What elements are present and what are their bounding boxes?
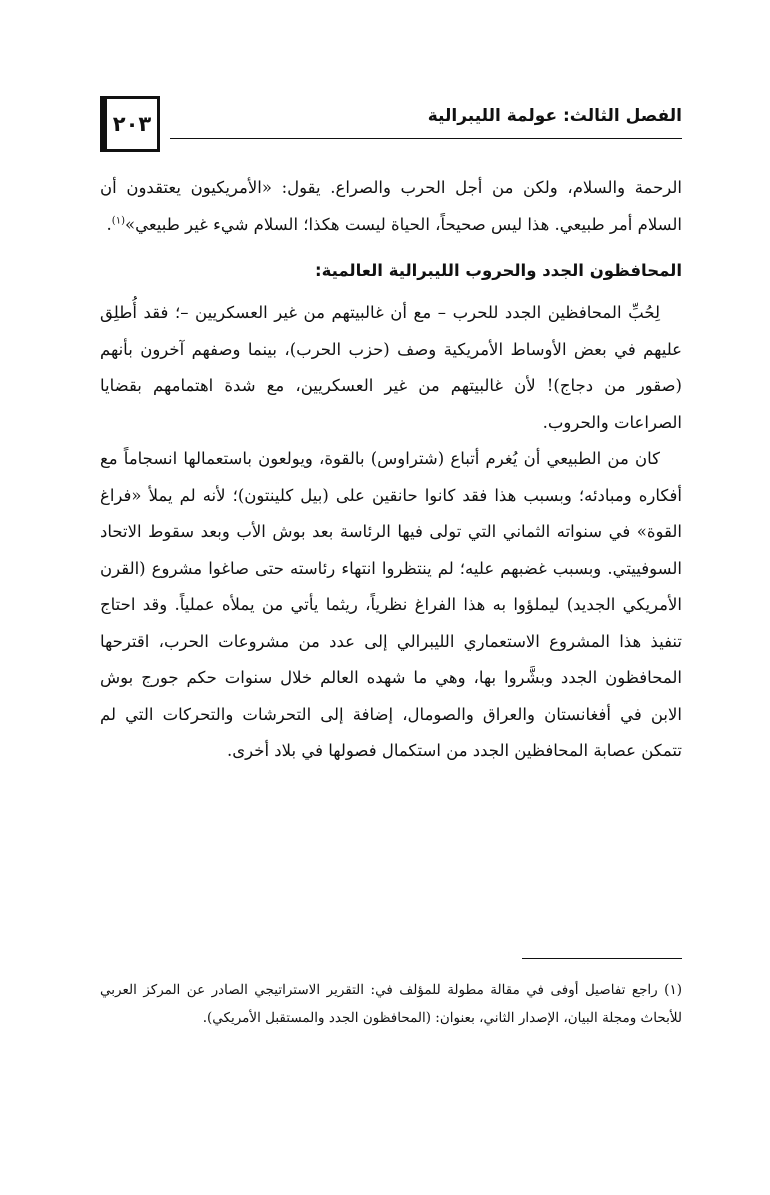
paragraph-1-text: الرحمة والسلام، ولكن من أجل الحرب والصراع. يقول: «الأمريكيون يعتقدون أن السلام أمر طبيعي. هذا ليس صحيحاً، الحياة ليست هكذا؛ السلام شيء غير طبيعي» bbox=[100, 178, 682, 234]
paragraph-3: كان من الطبيعي أن يُغرم أتباع (شتراوس) بالقوة، ويولعون باستعمالها انسجاماً مع أفكاره ومبادئه؛ وبسبب هذا فقد كانوا حانقين على (بيل كلينتون)؛ لأنه لم يملأ «فراغ القوة» في سنواته الثماني التي تولى فيها الرئاسة بعد بوش الأب وبعد سقوط الاتحاد السوفييتي. وبسبب غضبهم عليه؛ لم ينتظروا انتهاء رئاسته حتى صاغوا مشروع (القرن الأمريكي الجديد) ليملؤوا به هذا الفراغ نظرياً، ريثما يأتي من يملأه عملياً. وقد احتاج تنفيذ هذا المشروع الاستعماري الليبرالي إلى عدد من مشروعات الحرب، اقترحها المحافظون الجدد وبشَّروا بها، وهي ما شهده العالم خلال سنوات حكم جورج بوش الابن في أفغانستان والعراق والصومال، إضافة إلى التحرشات والتحركات التي لم تتمكن عصابة المحافظين الجدد من استكمال فصولها في بلاد أخرى. bbox=[100, 449, 682, 760]
section-heading: المحافظون الجدد والحروب الليبرالية العالمية: bbox=[315, 261, 682, 280]
chapter-title: الفصل الثالث: عولمة الليبرالية bbox=[427, 106, 682, 126]
running-header bbox=[100, 96, 682, 156]
footnote-reference: (١) bbox=[111, 215, 125, 226]
paragraph-2: لِحُبِّ المحافظين الجدد للحرب – مع أن غالبيتهم من غير العسكريين –؛ فقد أُطلِق عليهم في بعض الأوساط الأمريكية وصف (حزب الحرب)، بينما وصفهم آخرون بأنهم (صقور من دجاج)! لأن غالبيتهم من غير العسكريين، مع شدة اهتمامهم بقضايا الصراعات والحروب. bbox=[100, 303, 682, 432]
footnote-rule bbox=[522, 958, 682, 959]
page-body bbox=[100, 170, 682, 770]
paragraph-1-end: . bbox=[106, 214, 112, 234]
paragraph-1 bbox=[100, 170, 682, 243]
page-number: ٢٠٣ bbox=[100, 96, 160, 152]
header-rule bbox=[170, 138, 682, 139]
footnote: (١) راجع تفاصيل أوفى في مقالة مطولة للمؤلف في: التقرير الاستراتيجي الصادر عن المركز العربي للأبحاث ومجلة البيان، الإصدار الثاني، بعنوان: (المحافظون الجدد والمستقبل الأمريكي). bbox=[100, 982, 682, 1026]
